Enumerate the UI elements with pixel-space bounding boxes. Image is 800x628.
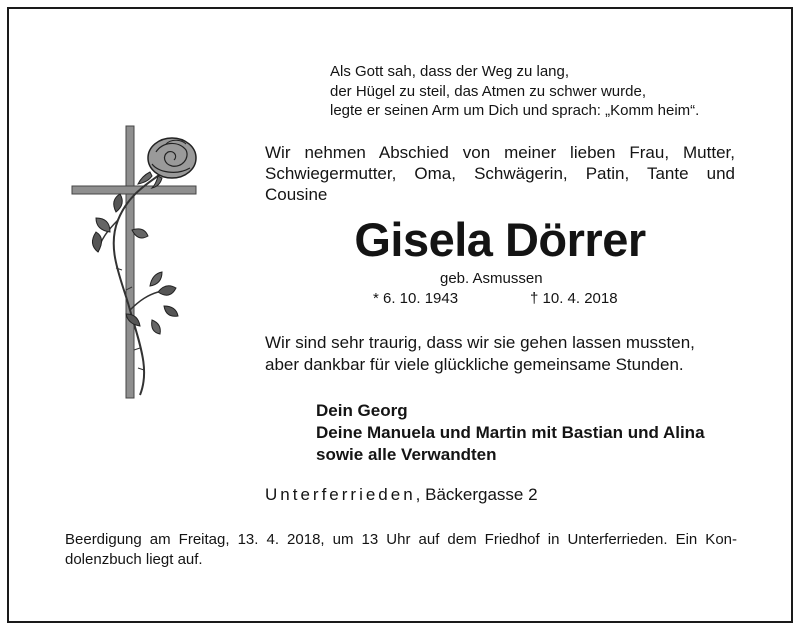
address-street: , Bäckergasse 2 [415,485,538,504]
intro-line: Wir nehmen Abschied von meiner lieben Frau, Mutter, [265,143,735,162]
grief-text [265,332,695,376]
poem [330,62,699,121]
funeral-notice [65,530,737,570]
deceased-name: Gisela Dörrer [354,213,646,266]
mourner-line: Deine Manuela und Martin mit Bastian und Alina [316,423,705,442]
poem-line: Als Gott sah, dass der Weg zu lang, [330,63,570,80]
mourners [316,400,705,466]
intro-line: Cousine [265,185,328,204]
poem-line: legte er seinen Arm um Dich und sprach: „Komm heim“. [330,102,700,119]
address [265,485,538,505]
death-date: † 10. 4. 2018 [530,290,618,307]
mourner-line: sowie alle Verwandten [316,445,497,464]
address-town: Unterferrieden [265,485,416,504]
poem-line: der Hügel zu steil, das Atmen zu schwer wurde, [330,82,646,100]
funeral-line: Beerdigung am Freitag, 13. 4. 2018, um 13 Uhr auf dem Friedhof in Unterferrieden. Ein Kon- [65,531,737,548]
cross-with-rose-icon [60,120,210,405]
funeral-line: dolenzbuch liegt auf. [65,551,203,568]
grief-line: Wir sind sehr traurig, dass wir sie gehen lassen mussten, [265,333,695,352]
maiden-name: geb. Asmussen [440,270,543,287]
birth-date: * 6. 10. 1943 [373,290,459,307]
intro-line: Schwiegermutter, Oma, Schwägerin, Patin, Tante und [265,164,735,183]
intro-text [265,142,735,205]
grief-line: aber dankbar für viele glückliche gemeinsame Stunden. [265,355,684,374]
mourner-line: Dein Georg [316,401,408,420]
